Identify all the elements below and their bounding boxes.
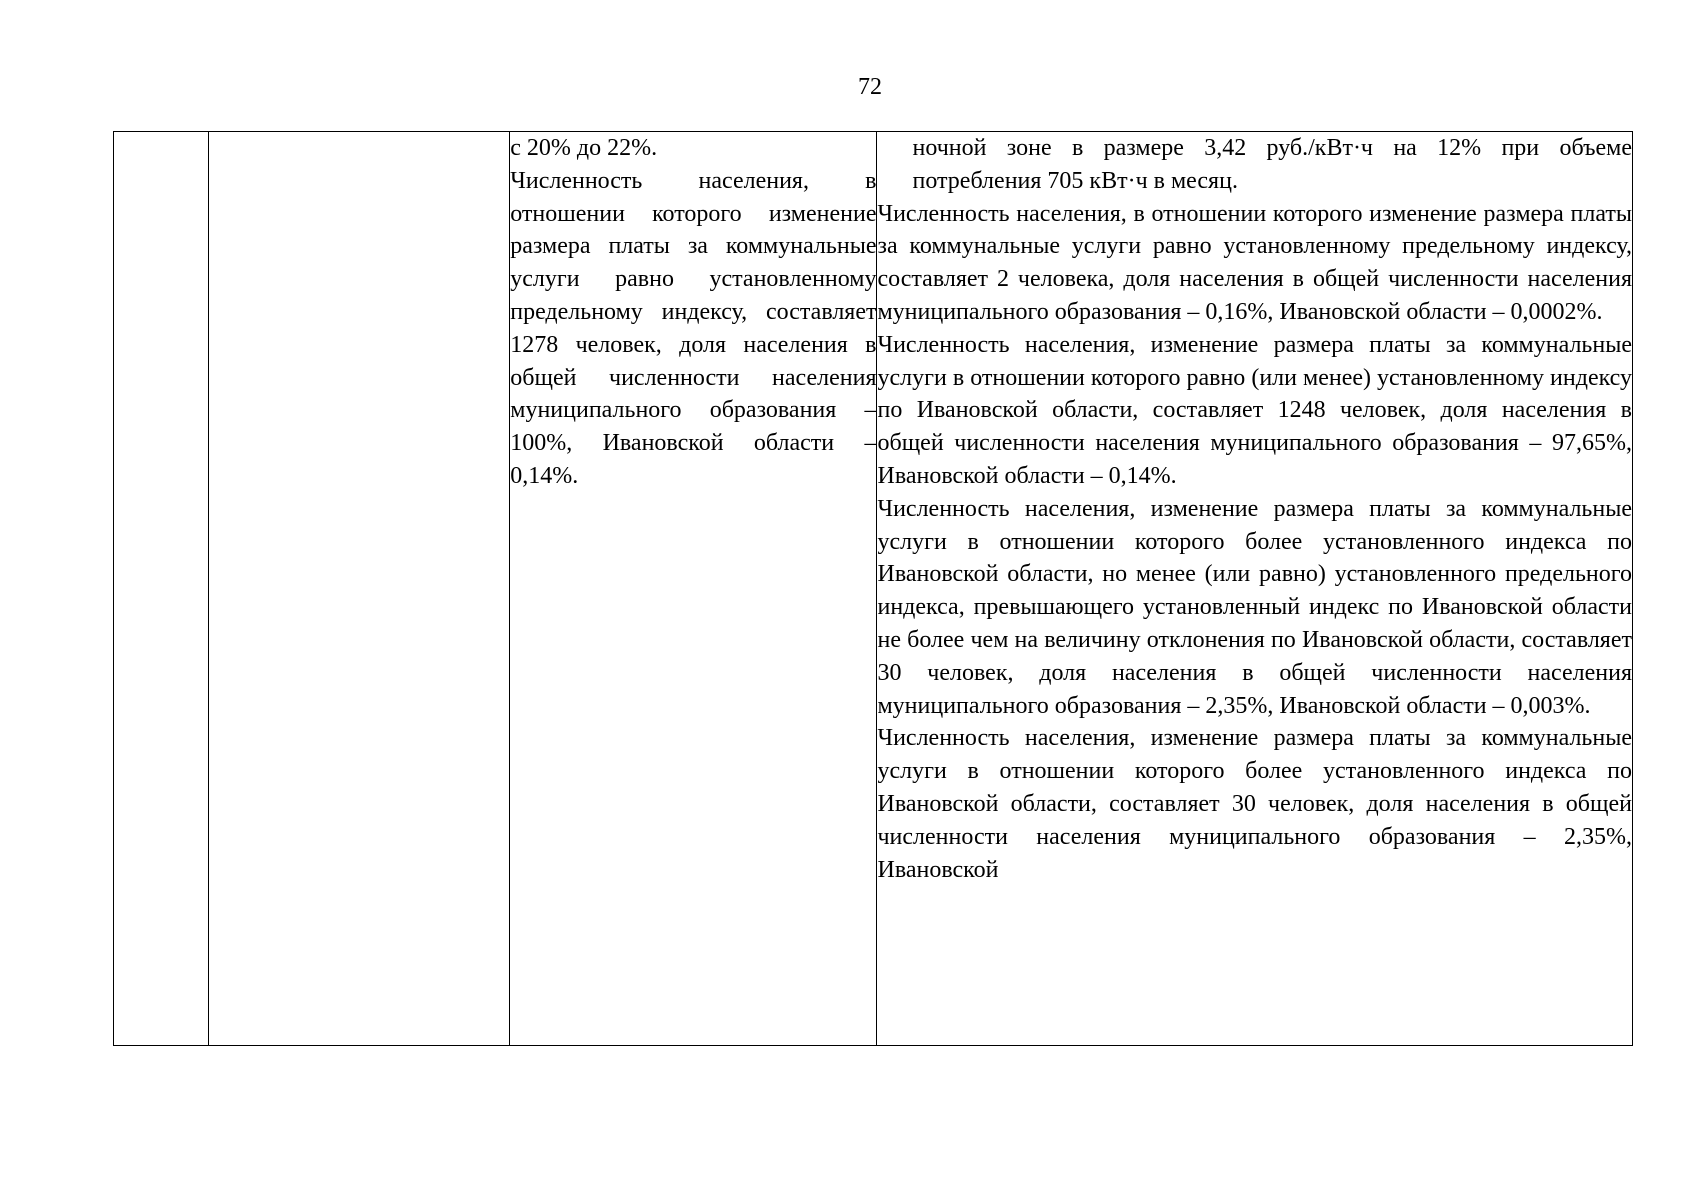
- paragraph: Численность населения, в отношении которого изменение размера платы за коммунальные услуги равно установленному предельному индексу, составляет 2 человека, доля населения в общей численности населения муниципального образования – 0,16%, Ивановской области – 0,0002%.: [877, 200, 1632, 325]
- page-number: 72: [858, 74, 882, 100]
- paragraph: Численность населения, изменение размера платы за коммунальные услуги в отношении которого более установленного индекса по Ивановской области, но менее (или равно) установленного предельного индекса, превышающего установленный индекс по Ивановской области не более чем на величину отклонения по Ивановской области, составляет 30 человек, доля населения в общей численности населения муниципального образования – 2,35%, Ивановской области – 0,003%.: [877, 495, 1632, 719]
- paragraph: Численность населения, в отношении которого изменение размера платы за коммунальные услуги равно установленному предельному индексу, составляет 1278 человек, доля населения в общей численности населения муниципального образования – 100%, Ивановской области – 0,14%.: [510, 167, 877, 489]
- paragraph: с 20% до 22%.: [510, 135, 658, 161]
- document-table: [113, 131, 1633, 1046]
- paragraph: ночной зоне в размере 3,42 руб./кВт·ч на 12% при объеме потребления 705 кВт·ч в месяц.: [912, 135, 1632, 194]
- table-cell-current-text: [877, 132, 1633, 1046]
- paragraph: Численность населения, изменение размера платы за коммунальные услуги в отношении которого равно (или менее) установленному индексу по Ивановской области, составляет 1248 человек, доля населения в общей численности населения муниципального образования – 97,65%, Ивановской области – 0,14%.: [877, 331, 1632, 489]
- paragraph: Численность населения, изменение размера платы за коммунальные услуги в отношении которого более установленного индекса по Ивановской области, составляет 30 человек, доля населения в общей численности населения муниципального образования – 2,35%, Ивановской: [877, 725, 1632, 883]
- table-cell-previous-text: [510, 132, 877, 1046]
- table-row: [114, 132, 1633, 1046]
- table-cell-number: [114, 132, 209, 1046]
- table-cell-name: [209, 132, 510, 1046]
